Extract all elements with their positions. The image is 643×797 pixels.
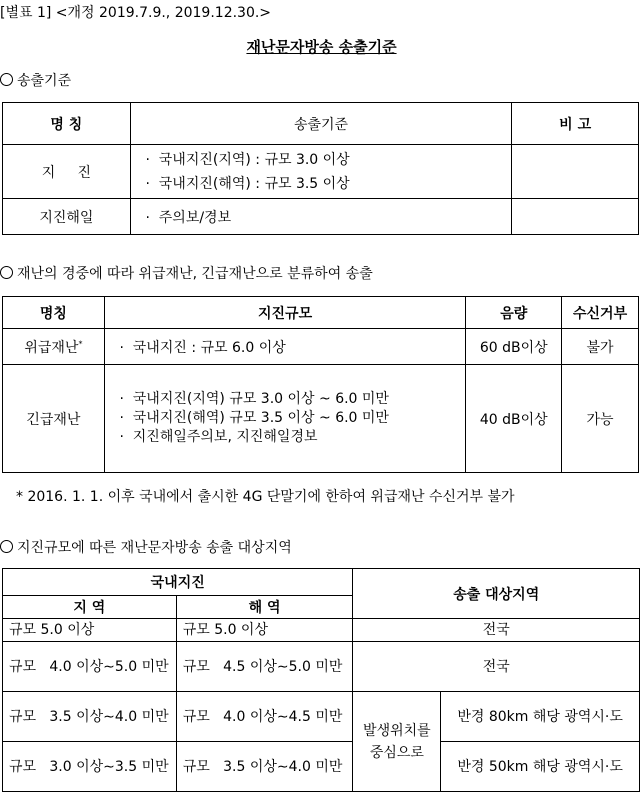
circle-bullet-icon <box>0 73 13 86</box>
list-item: · 국내지진(지역) : 규모 3.0 이상 <box>145 151 350 168</box>
col-header-reject: 수신거부 <box>562 297 639 329</box>
list-item: · 주의보/경보 <box>145 209 232 226</box>
row-name: 긴급재난 <box>3 365 105 473</box>
col-header-note: 비 고 <box>512 103 639 145</box>
col-header-name: 명칭 <box>3 297 105 329</box>
row-land: 규모 4.0 이상∼5.0 미만 <box>3 642 177 692</box>
row-sea: 규모 4.0 이상∼4.5 미만 <box>176 692 353 742</box>
section3-table <box>2 568 640 792</box>
col-header-scale: 지진규모 <box>104 297 466 329</box>
col-header-name: 명 칭 <box>3 103 131 145</box>
row-reject: 불가 <box>562 329 639 365</box>
row-land: 규모 5.0 이상 <box>3 619 177 642</box>
table-row <box>3 642 640 692</box>
group-header-domestic: 국내지진 <box>3 569 353 596</box>
section3-heading: 지진규모에 따른 재난문자방송 송출 대상지역 <box>0 537 292 557</box>
page-title: 재난문자방송 송출기준 <box>246 38 397 56</box>
section2-table <box>2 296 639 473</box>
center-label: 발생위치를 중심으로 <box>353 692 441 792</box>
row-target: 반경 50km 해당 광역시·도 <box>441 742 640 792</box>
table-row <box>3 619 640 642</box>
table-row <box>3 329 639 365</box>
row-land: 규모 3.5 이상∼4.0 미만 <box>3 692 177 742</box>
section2-heading: 재난의 경중에 따라 위급재난, 긴급재난으로 분류하여 송출 <box>0 263 373 283</box>
footnote: * 2016. 1. 1. 이후 국내에서 출시한 4G 단말기에 한하여 위급재난 수신거부 불가 <box>16 489 515 505</box>
col-header-criteria: 송출기준 <box>130 103 512 145</box>
table-row <box>3 365 639 473</box>
list-item: · 국내지진(해역) : 규모 3.5 이상 <box>145 175 350 192</box>
col-header-land: 지 역 <box>3 596 177 619</box>
list-item: · 국내지진 : 규모 6.0 이상 <box>119 339 286 356</box>
row-sea: 규모 5.0 이상 <box>176 619 353 642</box>
row-volume: 40 dB이상 <box>466 365 562 473</box>
table-row <box>3 742 640 792</box>
row-note <box>512 199 639 235</box>
col-header-sea: 해 역 <box>176 596 353 619</box>
table-row <box>3 145 639 199</box>
row-note <box>512 145 639 199</box>
row-land: 규모 3.0 이상∼3.5 미만 <box>3 742 177 792</box>
row-target: 전국 <box>353 619 640 642</box>
list-item: · 국내지진(해역) 규모 3.5 이상 ~ 6.0 미만 <box>119 410 389 426</box>
section1-heading: 송출기준 <box>0 70 71 90</box>
header-note: [별표 1] <개정 2019.7.9., 2019.12.30.> <box>0 5 272 21</box>
row-name: 위급재난* <box>3 329 105 365</box>
row-volume: 60 dB이상 <box>466 329 562 365</box>
circle-bullet-icon <box>0 540 13 553</box>
col-header-volume: 음량 <box>466 297 562 329</box>
row-name: 지 진 <box>3 145 131 199</box>
row-name: 지진해일 <box>3 199 131 235</box>
section1-table <box>2 102 639 235</box>
list-item: · 지진해일주의보, 지진해일경보 <box>119 429 318 445</box>
table-row <box>3 692 640 742</box>
row-sea: 규모 4.5 이상∼5.0 미만 <box>176 642 353 692</box>
col-header-target: 송출 대상지역 <box>353 569 640 619</box>
circle-bullet-icon <box>0 266 13 279</box>
row-sea: 규모 3.5 이상∼4.0 미만 <box>176 742 353 792</box>
row-reject: 가능 <box>562 365 639 473</box>
row-target: 반경 80km 해당 광역시·도 <box>441 692 640 742</box>
row-target: 전국 <box>353 642 640 692</box>
table-row <box>3 199 639 235</box>
list-item: · 국내지진(지역) 규모 3.0 이상 ~ 6.0 미만 <box>119 391 389 407</box>
